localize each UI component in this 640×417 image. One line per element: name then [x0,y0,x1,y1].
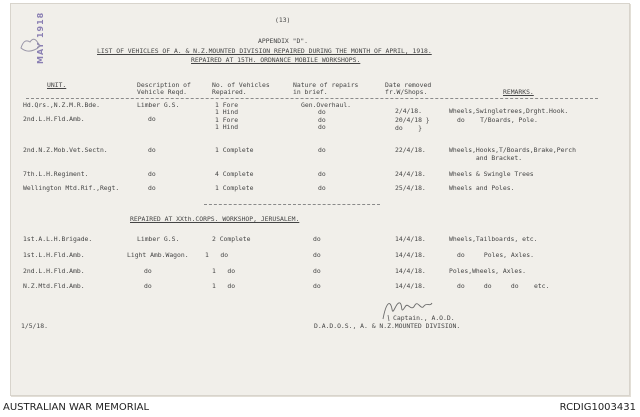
cell-nature: do [313,235,321,243]
cell-remarks: Poles,Wheels, Axles. [449,267,526,275]
cell-unit: 1st.L.H.Fld.Amb. [23,251,85,259]
signatory-title: D.A.D.O.S., A. & N.Z.MOUNTED DIVISION. [314,322,461,330]
cell-description: do [144,267,152,275]
cell-unit: 2nd.N.Z.Mob.Vet.Sectn. [23,146,108,154]
cell-nature: do [313,282,321,290]
document-title: LIST OF VEHICLES OF A. & N.Z.MOUNTED DIVISION REPAIRED DURING THE MONTH OF APRIL, 1918. [97,47,432,55]
cell-description: do [148,170,156,178]
cell-number: 1 do [205,251,229,259]
cell-description: Limber G.S. [137,235,180,243]
cell-number: 1 Complete [215,146,254,154]
footer-record-id: RCDIG1003431 [559,402,636,413]
header-remarks: REMARKS. [503,88,534,96]
cell-remarks: do T/Boards, Pole. [457,116,538,124]
cell-number: 4 Complete [215,170,254,178]
cell-remarks: Wheels & Swingle Trees [449,170,534,178]
cell-description: do [148,184,156,192]
cell-unit: 7th.L.H.Regiment. [23,170,89,178]
cell-date: 14/4/18. [395,267,426,275]
cell-unit: 2nd.L.H.Fld.Amb. [23,267,85,275]
cell-remarks: Wheels,Tailboards, etc. [449,235,538,243]
cell-remarks: do Poles, Axles. [457,251,534,259]
header-date-2: fr.W/Shops. [385,88,428,96]
cell-date: 22/4/18. [395,146,426,154]
cell-description: Limber G.S. [137,101,180,109]
header-number: No. of Vehicles [212,81,270,89]
header-nature: Nature of repairs [293,81,359,89]
cell-number: 1 Hind 1 Fore 1 Hind [215,108,239,132]
header-date: Date removed [385,81,432,89]
date-stamp: MAY 1918 [36,11,45,64]
cell-nature: do [318,170,326,178]
cell-nature: do [313,251,321,259]
cell-nature: do [318,184,326,192]
cell-nature: do do do [318,108,326,132]
cell-date: 2/4/18. [395,107,422,115]
cell-unit: Hd.Qrs.,N.Z.M.R.Bde. [23,101,100,109]
footer-institution: AUSTRALIAN WAR MEMORIAL [3,402,150,413]
header-number-2: Repaired. [212,88,247,96]
cell-description: do [148,146,156,154]
appendix-heading: APPENDIX "D". [258,37,309,45]
date-signed: 1/5/18. [21,322,48,330]
cell-remarks: do do do etc. [457,282,550,290]
cell-number: 1 do [212,282,236,290]
cell-number: 2 Complete [212,235,251,243]
cell-number: 1 do [212,267,236,275]
header-nature-2: in brief. [293,88,328,96]
cell-nature: do [313,267,321,275]
cell-unit: N.Z.Mtd.Fld.Amb. [23,282,85,290]
cell-unit: 1st.A.L.H.Brigade. [23,235,93,243]
page-number: (13) [275,16,291,24]
header-divider [26,98,598,99]
cell-nature: do [318,146,326,154]
cell-date: 14/4/18. [395,251,426,259]
cell-remarks: Wheels,Swingletrees,Drght.Hook. [449,107,569,115]
header-unit: UNIT. [47,81,67,89]
cell-nature: Gen.Overhaul. [301,101,352,109]
cell-description: do [148,115,156,123]
header-description-2: Vehicle Reqd. [137,88,188,96]
cell-date: 14/4/18. [395,282,426,290]
cell-number: 1 Fore [215,101,239,109]
document-subtitle: REPAIRED AT 15TH. ORDNANCE MOBILE WORKSHOPS. [191,56,361,64]
cell-date: 14/4/18. [395,235,426,243]
cell-remarks: Wheels,Hooks,T/Boards,Brake,Perch and Bracket. [449,146,576,162]
cell-description: Light Amb.Wagon. [127,251,189,259]
cell-date: 24/4/18. [395,170,426,178]
cell-description: do [144,282,152,290]
header-description: Description of [137,81,191,89]
cell-number: 1 Complete [215,184,254,192]
signatory-rank: Captain., A.O.D. [393,314,455,322]
cell-date: 25/4/18. [395,184,426,192]
handwritten-mark [18,34,44,54]
archive-footer [0,398,640,417]
cell-unit: 2nd.L.H.Fld.Amb. [23,115,85,123]
section-divider [204,204,380,205]
section-2-title: REPAIRED AT XXth.CORPS. WORKSHOP, JERUSALEM. [130,215,300,223]
cell-unit: Wellington Mtd.Rif.,Regt. [23,184,120,192]
cell-remarks: Wheels and Poles. [449,184,515,192]
cell-date: 20/4/18 } do } [395,116,430,132]
